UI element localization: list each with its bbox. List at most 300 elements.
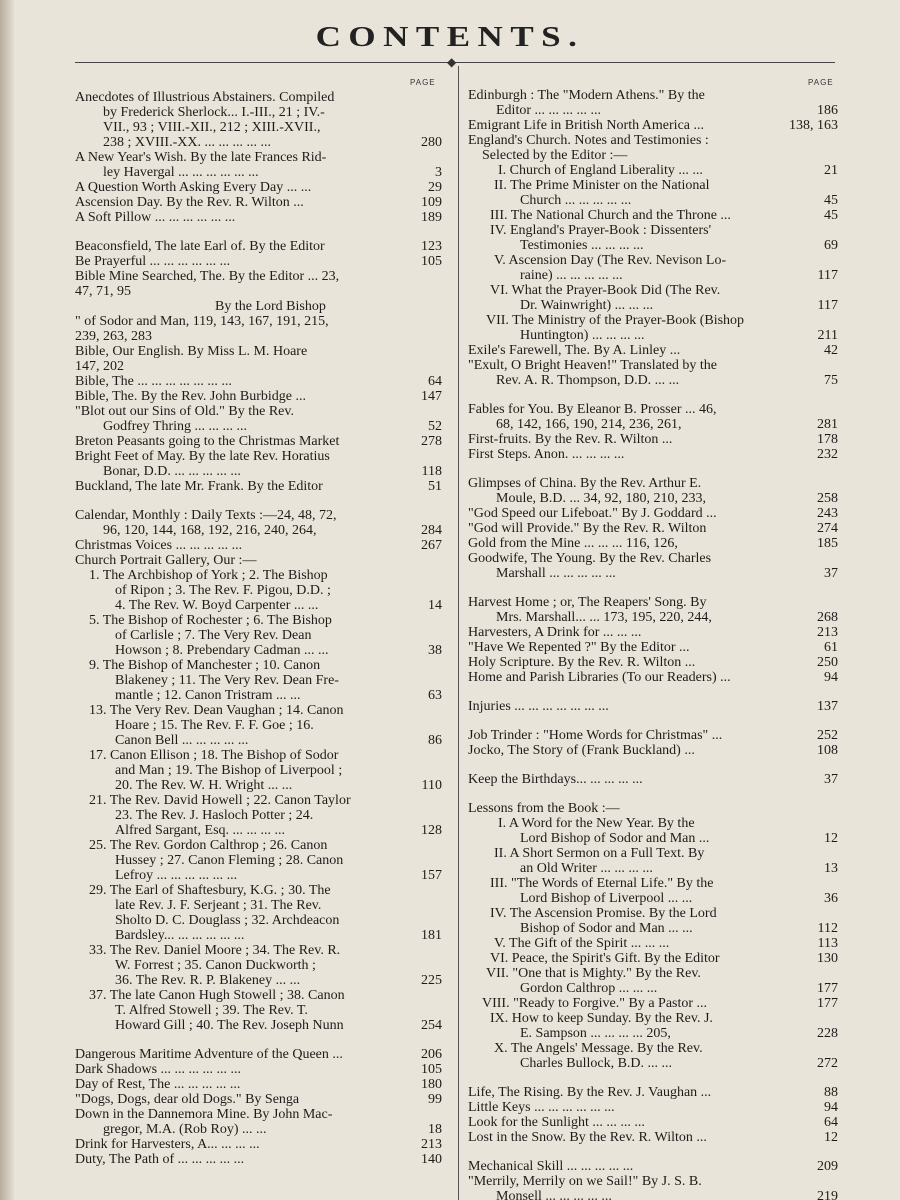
entry-line: [468, 373, 838, 388]
section-gap: [75, 494, 442, 508]
entry-line: [468, 268, 838, 283]
entry-line: [468, 921, 838, 936]
entry-text: "Blot out our Sins of Old." By the Rev.: [75, 404, 294, 419]
page-number: 211: [817, 328, 838, 343]
entry-text: Howson ; 8. Prebendary Cadman ... ...: [115, 643, 329, 658]
entry-line: [75, 464, 442, 479]
entry-line: [75, 583, 442, 598]
entry-text: and Man ; 19. The Bishop of Liverpool ;: [115, 763, 343, 778]
contents-entry: [468, 801, 838, 816]
contents-entry: [75, 269, 442, 299]
contents-entry: [468, 816, 838, 846]
page-number: 268: [817, 610, 838, 625]
entry-line: [468, 610, 838, 625]
entry-text: Godfrey Thring ... ... ... ...: [103, 419, 247, 434]
entry-line: [75, 793, 442, 808]
entry-text: III. "The Words of Eternal Life." By the: [490, 876, 714, 891]
entry-line: [75, 299, 442, 314]
entry-text: Moule, B.D. ... 34, 92, 180, 210, 233,: [496, 491, 706, 506]
entry-line: [75, 314, 442, 329]
entry-line: [75, 1107, 442, 1122]
section-gap: [468, 787, 838, 801]
entry-text: IV. England's Prayer-Book : Dissenters': [490, 223, 712, 238]
entry-line: [75, 568, 442, 583]
page-number: 186: [817, 103, 838, 118]
entry-text: 33. The Rev. Daniel Moore ; 34. The Rev. R.: [89, 943, 341, 958]
entry-text: "Merrily, Merrily on we Sail!" By J. S. B.: [468, 1174, 702, 1189]
contents-entry: [468, 728, 838, 743]
page-number: 278: [421, 434, 442, 449]
page-number: 138, 163: [789, 118, 838, 133]
contents-entry: [75, 344, 442, 374]
entry-text: 23. The Rev. J. Hasloch Potter ; 24.: [115, 808, 314, 823]
entry-text: 147, 202: [75, 359, 124, 374]
entry-line: [75, 1062, 442, 1077]
entry-text: Lord Bishop of Sodor and Man ...: [520, 831, 710, 846]
contents-entry: [468, 951, 838, 966]
entry-line: [468, 1189, 838, 1200]
page-number: 281: [817, 417, 838, 432]
page-number: 110: [421, 778, 442, 793]
entry-text: First-fruits. By the Rev. R. Wilton ...: [468, 432, 673, 447]
contents-entry: [75, 793, 442, 838]
entry-line: [75, 778, 442, 793]
entry-text: of Carlisle ; 7. The Very Rev. Dean: [115, 628, 312, 643]
contents-entry: [468, 551, 838, 581]
entry-line: [468, 163, 838, 178]
contents-entry: [75, 838, 442, 883]
contents-entry: [468, 772, 838, 787]
entry-text: II. A Short Sermon on a Full Text. By: [494, 846, 705, 861]
entry-line: [468, 1100, 838, 1115]
entry-line: [75, 613, 442, 628]
entry-line: [75, 688, 442, 703]
entry-line: [468, 861, 838, 876]
entry-text: "Have We Repented ?" By the Editor ...: [468, 640, 690, 655]
page-number: 181: [421, 928, 442, 943]
entry-line: [75, 404, 442, 419]
page-number: 130: [817, 951, 838, 966]
contents-column-right: [468, 88, 838, 1200]
page-number: 109: [421, 195, 442, 210]
contents-entry: [468, 966, 838, 996]
page-number: 228: [817, 1026, 838, 1041]
entry-line: [468, 906, 838, 921]
page-number: 219: [817, 1189, 838, 1200]
entry-line: [468, 178, 838, 193]
entry-line: [75, 105, 442, 120]
entry-text: 47, 71, 95: [75, 284, 131, 299]
contents-entry: [468, 283, 838, 313]
entry-text: Rev. A. R. Thompson, D.D. ... ...: [496, 373, 680, 388]
entry-line: [468, 313, 838, 328]
page-number: 3: [435, 165, 442, 180]
entry-line: [468, 655, 838, 670]
page-number: 272: [817, 1056, 838, 1071]
section-gap: [75, 225, 442, 239]
entry-text: W. Forrest ; 35. Canon Duckworth ;: [115, 958, 316, 973]
entry-line: [75, 120, 442, 135]
section-gap: [468, 714, 838, 728]
entry-line: [75, 943, 442, 958]
contents-entry: [468, 536, 838, 551]
entry-line: [75, 1018, 442, 1033]
entry-text: 238 ; XVIII.-XX. ... ... ... ... ...: [103, 135, 271, 150]
entry-text: 21. The Rev. David Howell ; 22. Canon Taylor: [89, 793, 351, 808]
entry-line: [75, 673, 442, 688]
entry-line: [75, 195, 442, 210]
entry-line: [468, 951, 838, 966]
entry-text: I. Church of England Liberality ... ...: [498, 163, 703, 178]
entry-text: VIII. "Ready to Forgive." By a Pastor ...: [482, 996, 708, 1011]
page-number: 213: [817, 625, 838, 640]
entry-text: Breton Peasants going to the Christmas Market: [75, 434, 340, 449]
entry-text: an Old Writer ... ... ... ...: [520, 861, 653, 876]
entry-text: VI. What the Prayer-Book Did (The Rev.: [490, 283, 721, 298]
page-number: 232: [817, 447, 838, 462]
page-number: 189: [421, 210, 442, 225]
contents-entry: [75, 553, 442, 568]
entry-line: [468, 133, 838, 148]
entry-line: [468, 1130, 838, 1145]
page-number: 280: [421, 135, 442, 150]
entry-line: [75, 733, 442, 748]
entry-line: [75, 150, 442, 165]
page-number: 75: [824, 373, 838, 388]
page-number: 252: [817, 728, 838, 743]
page-number: 258: [817, 491, 838, 506]
contents-entry: [468, 118, 838, 133]
entry-line: [75, 643, 442, 658]
contents-entry: [75, 299, 442, 344]
entry-line: [468, 1026, 838, 1041]
entry-text: " of Sodor and Man, 119, 143, 167, 191, 215,: [75, 314, 329, 329]
entry-line: [468, 118, 838, 133]
entry-line: [468, 491, 838, 506]
contents-entry: [468, 876, 838, 906]
entry-line: [75, 165, 442, 180]
page-number: 157: [421, 868, 442, 883]
entry-text: Huntington) ... ... ... ...: [520, 328, 645, 343]
section-gap: [468, 685, 838, 699]
entry-text: Bible Mine Searched, The. By the Editor ... 23,: [75, 269, 340, 284]
entry-text: T. Alfred Stowell ; 39. The Rev. T.: [115, 1003, 308, 1018]
entry-line: [75, 928, 442, 943]
entry-line: [468, 283, 838, 298]
page-number: 243: [817, 506, 838, 521]
entry-line: [75, 508, 442, 523]
entry-text: Church ... ... ... ... ...: [520, 193, 632, 208]
page-column-label-left: PAGE: [410, 78, 436, 87]
entry-line: [75, 329, 442, 344]
entry-line: [468, 876, 838, 891]
entry-line: [468, 298, 838, 313]
entry-text: Harvest Home ; or, The Reapers' Song. By: [468, 595, 707, 610]
entry-line: [468, 88, 838, 103]
section-gap: [468, 1145, 838, 1159]
entry-line: [468, 699, 838, 714]
entry-line: [468, 223, 838, 238]
contents-entry: [468, 253, 838, 283]
entry-text: A Soft Pillow ... ... ... ... ... ...: [75, 210, 236, 225]
contents-entry: [75, 568, 442, 613]
contents-entry: [75, 748, 442, 793]
page-number: 254: [421, 1018, 442, 1033]
entry-text: Job Trinder : "Home Words for Christmas" ...: [468, 728, 723, 743]
entry-line: [75, 808, 442, 823]
page-number: 99: [428, 1092, 442, 1107]
contents-entry: [75, 195, 442, 210]
entry-line: [468, 447, 838, 462]
contents-entry: [468, 1085, 838, 1100]
entry-text: By the Lord Bishop: [215, 299, 326, 314]
contents-entry: [468, 670, 838, 685]
entry-text: raine) ... ... ... ... ...: [520, 268, 623, 283]
entry-line: [75, 553, 442, 568]
page-number: 12: [824, 1130, 838, 1145]
entry-text: Dangerous Maritime Adventure of the Queen ...: [75, 1047, 343, 1062]
contents-entry: [75, 254, 442, 269]
entry-text: III. The National Church and the Throne ...: [490, 208, 731, 223]
contents-entry: [468, 936, 838, 951]
entry-line: [468, 891, 838, 906]
entry-text: Sholto D. C. Douglass ; 32. Archdeacon: [115, 913, 340, 928]
entry-text: Selected by the Editor :—: [482, 148, 628, 163]
entry-text: Anecdotes of Illustrious Abstainers. Compiled: [75, 90, 335, 105]
entry-text: IX. How to keep Sunday. By the Rev. J.: [490, 1011, 713, 1026]
page-number: 213: [421, 1137, 442, 1152]
page-binding-shadow: [0, 0, 14, 1200]
entry-text: Hussey ; 27. Canon Fleming ; 28. Canon: [115, 853, 344, 868]
entry-text: by Frederick Sherlock... I.-III., 21 ; IV.-: [103, 105, 325, 120]
entry-text: ley Havergal ... ... ... ... ... ...: [103, 165, 259, 180]
entry-line: [75, 628, 442, 643]
contents-entry: [468, 208, 838, 223]
contents-entry: [75, 538, 442, 553]
entry-text: Editor ... ... ... ... ...: [496, 103, 601, 118]
entry-line: [468, 1011, 838, 1026]
contents-entry: [75, 479, 442, 494]
page-number: 45: [824, 193, 838, 208]
page-number: 137: [817, 699, 838, 714]
contents-entry: [75, 150, 442, 180]
entry-line: [75, 210, 442, 225]
entry-text: Bishop of Sodor and Man ... ...: [520, 921, 693, 936]
contents-entry: [468, 906, 838, 936]
entry-line: [75, 1092, 442, 1107]
page-number: 51: [428, 479, 442, 494]
contents-entry: [468, 163, 838, 178]
entry-line: [468, 772, 838, 787]
contents-entry: [468, 625, 838, 640]
contents-entry: [75, 389, 442, 404]
entry-text: "God Speed our Lifeboat." By J. Goddard ...: [468, 506, 717, 521]
entry-line: [468, 476, 838, 491]
entry-text: VI. Peace, the Spirit's Gift. By the Editor: [490, 951, 720, 966]
entry-text: Calendar, Monthly : Daily Texts :—24, 48, 72,: [75, 508, 337, 523]
entry-text: 20. The Rev. W. H. Wright ... ...: [115, 778, 293, 793]
contents-entry: [75, 1137, 442, 1152]
entry-line: [75, 853, 442, 868]
entry-line: [75, 1152, 442, 1167]
entry-line: [468, 238, 838, 253]
entry-line: [75, 868, 442, 883]
entry-line: [75, 374, 442, 389]
entry-text: I. A Word for the New Year. By the: [498, 816, 695, 831]
entry-text: Fables for You. By Eleanor B. Prosser ... 46,: [468, 402, 717, 417]
page-number: 37: [824, 566, 838, 581]
entry-text: Home and Parish Libraries (To our Readers) ...: [468, 670, 731, 685]
page-number: 117: [817, 268, 838, 283]
entry-text: 37. The late Canon Hugh Stowell ; 38. Canon: [89, 988, 345, 1003]
entry-text: Testimonies ... ... ... ...: [520, 238, 644, 253]
page-number: 36: [824, 891, 838, 906]
contents-entry: [75, 703, 442, 748]
entry-text: 25. The Rev. Gordon Calthrop ; 26. Canon: [89, 838, 328, 853]
entry-text: E. Sampson ... ... ... ... 205,: [520, 1026, 671, 1041]
entry-text: Day of Rest, The ... ... ... ... ...: [75, 1077, 241, 1092]
contents-entry: [75, 1092, 442, 1107]
entry-line: [468, 343, 838, 358]
contents-entry: [75, 943, 442, 988]
entry-text: Howard Gill ; 40. The Rev. Joseph Nunn: [115, 1018, 344, 1033]
entry-line: [468, 831, 838, 846]
contents-entry: [75, 434, 442, 449]
entry-line: [75, 718, 442, 733]
entry-line: [468, 566, 838, 581]
page-number: 274: [817, 521, 838, 536]
entry-line: [468, 728, 838, 743]
entry-text: 13. The Very Rev. Dean Vaughan ; 14. Canon: [89, 703, 344, 718]
page-number: 14: [428, 598, 442, 613]
contents-entry: [468, 846, 838, 876]
entry-text: 1. The Archbishop of York ; 2. The Bishop: [89, 568, 328, 583]
contents-entry: [75, 1152, 442, 1167]
entry-line: [75, 344, 442, 359]
entry-text: X. The Angels' Message. By the Rev.: [494, 1041, 703, 1056]
entry-line: [75, 449, 442, 464]
page-number: 61: [824, 640, 838, 655]
entry-line: [75, 898, 442, 913]
entry-line: [468, 1056, 838, 1071]
entry-line: [75, 883, 442, 898]
contents-entry: [468, 178, 838, 208]
entry-text: Goodwife, The Young. By the Rev. Charles: [468, 551, 712, 566]
contents-entry: [468, 640, 838, 655]
contents-entry: [75, 1047, 442, 1062]
entry-line: [75, 838, 442, 853]
entry-text: gregor, M.A. (Rob Roy) ... ...: [103, 1122, 267, 1137]
entry-text: Monsell ... ... ... ... ...: [496, 1189, 612, 1200]
entry-text: V. Ascension Day (The Rev. Nevison Lo-: [494, 253, 727, 268]
entry-line: [75, 703, 442, 718]
entry-text: Mrs. Marshall... ... 173, 195, 220, 244,: [496, 610, 712, 625]
contents-entry: [468, 432, 838, 447]
page-number: 123: [421, 239, 442, 254]
entry-text: Exile's Farewell, The. By A. Linley ...: [468, 343, 681, 358]
contents-entry: [75, 613, 442, 658]
contents-entry: [468, 1130, 838, 1145]
contents-entry: [468, 743, 838, 758]
section-gap: [468, 1071, 838, 1085]
contents-entry: [468, 521, 838, 536]
entry-line: [468, 816, 838, 831]
entry-line: [75, 913, 442, 928]
entry-line: [468, 506, 838, 521]
contents-entry: [468, 1011, 838, 1041]
entry-text: Jocko, The Story of (Frank Buckland) ...: [468, 743, 695, 758]
entry-text: "God will Provide." By the Rev. R. Wilton: [468, 521, 707, 536]
page-number: 108: [817, 743, 838, 758]
entry-line: [75, 1047, 442, 1062]
entry-line: [468, 208, 838, 223]
entry-line: [468, 432, 838, 447]
entry-line: [75, 389, 442, 404]
entry-line: [75, 180, 442, 195]
entry-line: [468, 358, 838, 373]
contents-entry: [75, 1107, 442, 1137]
page-number: 42: [824, 343, 838, 358]
entry-text: VII. The Ministry of the Prayer-Book (Bishop: [486, 313, 745, 328]
contents-entry: [468, 402, 838, 432]
entry-text: V. The Gift of the Spirit ... ... ...: [494, 936, 670, 951]
entry-line: [468, 936, 838, 951]
entry-text: Buckland, The late Mr. Frank. By the Editor: [75, 479, 323, 494]
entry-text: Harvesters, A Drink for ... ... ...: [468, 625, 642, 640]
entry-text: Keep the Birthdays... ... ... ... ...: [468, 772, 643, 787]
contents-entry: [75, 883, 442, 943]
entry-text: Christmas Voices ... ... ... ... ...: [75, 538, 243, 553]
entry-text: Gordon Calthrop ... ... ...: [520, 981, 658, 996]
page-number: 37: [824, 772, 838, 787]
entry-text: 4. The Rev. W. Boyd Carpenter ... ...: [115, 598, 319, 613]
page-number: 88: [824, 1085, 838, 1100]
entry-text: Beaconsfield, The late Earl of. By the Editor: [75, 239, 325, 254]
page-number: 267: [421, 538, 442, 553]
entry-line: [75, 254, 442, 269]
entry-line: [468, 801, 838, 816]
entry-line: [468, 103, 838, 118]
page-number: 225: [421, 973, 442, 988]
entry-text: Drink for Harvesters, A... ... ... ...: [75, 1137, 260, 1152]
entry-line: [75, 598, 442, 613]
entry-line: [468, 966, 838, 981]
entry-text: 36. The Rev. R. P. Blakeney ... ...: [115, 973, 301, 988]
entry-line: [75, 135, 442, 150]
page-column-label-right: PAGE: [808, 78, 834, 87]
entry-line: [468, 743, 838, 758]
entry-line: [468, 996, 838, 1011]
entry-text: Life, The Rising. By the Rev. J. Vaughan ...: [468, 1085, 712, 1100]
entry-text: Injuries ... ... ... ... ... ... ...: [468, 699, 609, 714]
entry-line: [468, 1115, 838, 1130]
entry-line: [75, 763, 442, 778]
entry-line: [75, 1003, 442, 1018]
entry-text: Lefroy ... ... ... ... ... ...: [115, 868, 238, 883]
contents-entry: [468, 1159, 838, 1174]
entry-text: 239, 263, 283: [75, 329, 152, 344]
contents-entry: [468, 996, 838, 1011]
entry-text: VII. "One that is Mighty." By the Rev.: [486, 966, 701, 981]
page-number: 113: [817, 936, 838, 951]
contents-entry: [75, 449, 442, 479]
entry-line: [75, 419, 442, 434]
page-number: 177: [817, 996, 838, 1011]
entry-text: Bible, The. By the Rev. John Burbidge ...: [75, 389, 306, 404]
contents-entry: [468, 595, 838, 625]
entry-text: Duty, The Path of ... ... ... ... ...: [75, 1152, 245, 1167]
page-number: 178: [817, 432, 838, 447]
